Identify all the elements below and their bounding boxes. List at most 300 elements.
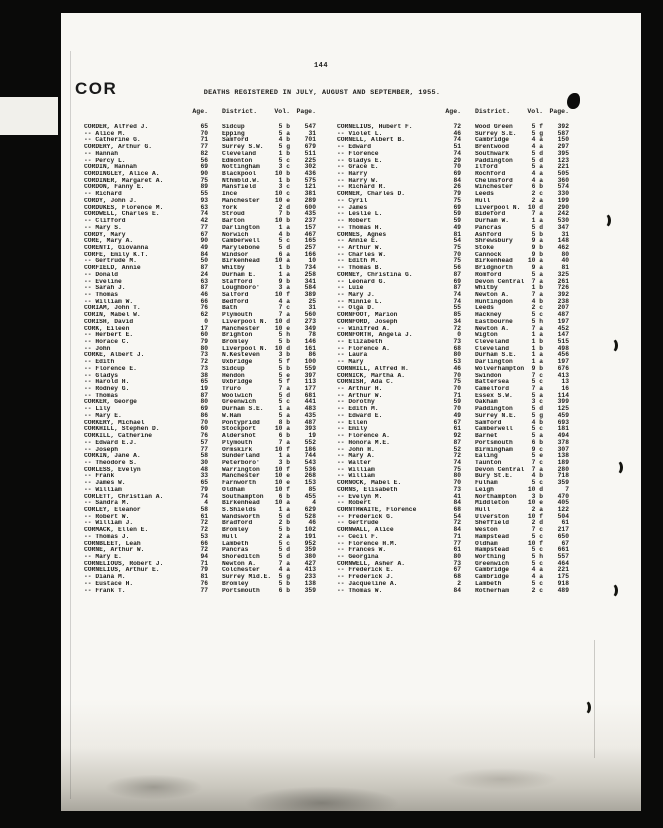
entry-district: Hackney xyxy=(475,312,502,319)
entry-page: 413 xyxy=(304,566,316,574)
entry-district: Stoke xyxy=(475,244,494,251)
entry-age: 74 xyxy=(453,290,461,298)
entry-district: Wood Green xyxy=(475,124,513,130)
entry-name: CORDUKES, Florence M. xyxy=(84,204,164,211)
entry-name: -- Edith xyxy=(84,359,115,366)
entry-age: 72 xyxy=(200,546,208,554)
entry-vol: 5 a xyxy=(278,129,290,137)
entry-page: 530 xyxy=(557,217,569,225)
entry-age: 29 xyxy=(453,156,461,164)
entry-page: 330 xyxy=(557,190,569,198)
entry-district: Barton xyxy=(222,218,245,225)
entry-age: 72 xyxy=(200,358,208,366)
entry-district: Liverpool N. xyxy=(475,204,521,211)
entry-vol: 7 b xyxy=(278,210,290,218)
entry-district: Sunderland xyxy=(222,453,260,460)
entry-vol: 5 b xyxy=(278,123,290,130)
entry-district: Plymouth xyxy=(222,312,253,319)
entry-age: 26 xyxy=(453,183,461,191)
entry-age: 65 xyxy=(200,479,208,487)
entry-age: 75 xyxy=(453,243,461,251)
entry-district: Truro xyxy=(222,386,241,393)
entry-vol: 2 d xyxy=(531,519,543,527)
entry-vol: 4 b xyxy=(531,297,543,305)
entry-page: 701 xyxy=(304,136,316,144)
register-column-left xyxy=(84,124,316,594)
entry-district: Cleveland xyxy=(475,345,510,352)
entry-vol: 7 a xyxy=(278,559,290,567)
entry-age: 71 xyxy=(453,391,461,399)
entry-age: 74 xyxy=(200,210,208,218)
entry-name: -- Harry W. xyxy=(337,177,379,184)
entry-age: 75 xyxy=(453,257,461,265)
entry-page: 359 xyxy=(304,586,316,594)
entry-name: -- Sandra M. xyxy=(84,500,130,507)
entry-vol: 10 e xyxy=(274,196,290,204)
entry-page: 138 xyxy=(557,452,569,460)
entry-page: 341 xyxy=(304,277,316,285)
entry-page: 102 xyxy=(304,526,316,534)
entry-name: CORNELL, Albert B. xyxy=(337,137,406,144)
entry-name: -- William J. xyxy=(84,520,134,527)
entry-district: Edmonton xyxy=(222,157,253,164)
entry-name: -- Thomas xyxy=(84,291,119,298)
entry-name: -- Florence A. xyxy=(337,433,390,440)
entry-name: CORNICK, Martha A. xyxy=(337,372,406,379)
entry-name: -- Richard R. xyxy=(337,184,387,191)
entry-page: 650 xyxy=(557,532,569,540)
entry-age: 70 xyxy=(453,163,461,171)
entry-vol: 5 a xyxy=(278,411,290,419)
entry-age: 82 xyxy=(200,149,208,157)
entry-name: CORIAM, John T. xyxy=(84,305,141,312)
entry-district: Cambridge xyxy=(475,574,510,581)
entry-age: 51 xyxy=(453,143,461,151)
entry-district: Plymouth xyxy=(222,439,253,446)
entry-district: Manchester xyxy=(222,197,260,204)
entry-age: 0 xyxy=(204,317,208,325)
entry-page: 543 xyxy=(304,458,316,466)
entry-page: 225 xyxy=(304,156,316,164)
entry-vol: 4 a xyxy=(531,143,543,151)
entry-name: CORMACK, Ellen E. xyxy=(84,527,149,534)
entry-age: 70 xyxy=(453,479,461,487)
entry-district: Samford xyxy=(475,419,502,426)
entry-page: 693 xyxy=(557,418,569,426)
entry-district: Bromley xyxy=(222,339,249,345)
entry-name: -- Edward E. xyxy=(337,412,383,419)
entry-district: Lambeth xyxy=(475,580,502,587)
entry-vol: 9 a xyxy=(531,237,543,245)
entry-page: 734 xyxy=(304,264,316,272)
entry-age: 79 xyxy=(200,485,208,493)
entry-page: 456 xyxy=(557,351,569,359)
entry-vol: 1 a xyxy=(278,452,290,460)
entry-page: 464 xyxy=(557,559,569,567)
entry-page: 389 xyxy=(304,290,316,298)
entry-page: 536 xyxy=(304,465,316,473)
entry-name: -- Winifred A. xyxy=(337,325,390,332)
entry-district: Birkenhead xyxy=(222,500,260,507)
entry-page: 718 xyxy=(557,472,569,480)
entry-district: Southampton xyxy=(222,493,264,500)
entry-vol: 1 b xyxy=(531,284,543,292)
entry-district: Aldershot xyxy=(222,433,257,440)
entry-vol: 10 c xyxy=(274,190,290,198)
entry-vol: 7 a xyxy=(531,385,543,393)
entry-vol: 10 f xyxy=(527,512,543,520)
entry-district: Northampton xyxy=(475,493,517,500)
register-entry-row xyxy=(84,588,316,595)
entry-age: 67 xyxy=(453,418,461,426)
entry-vol: 5 d xyxy=(531,223,543,231)
entry-age: 38 xyxy=(200,371,208,379)
entry-name: -- Emily xyxy=(337,426,368,433)
entry-page: 199 xyxy=(557,196,569,204)
entry-age: 90 xyxy=(200,237,208,245)
entry-vol: 1 a xyxy=(278,405,290,413)
entry-name: -- Donald xyxy=(84,271,119,278)
entry-name: CORKE, Albert J. xyxy=(84,352,145,359)
entry-name: -- Edith M. xyxy=(337,406,379,413)
entry-page: 207 xyxy=(557,304,569,312)
entry-name: -- James W. xyxy=(84,480,126,487)
entry-vol: 7 a xyxy=(531,324,543,332)
entry-name: -- Florence H.M. xyxy=(337,540,398,547)
film-crescent-mark xyxy=(611,460,623,475)
entry-page: 557 xyxy=(557,553,569,560)
entry-district: Leeds xyxy=(475,305,494,312)
entry-page: 175 xyxy=(557,573,569,581)
entry-name: CORDWELL, Charles E. xyxy=(84,211,160,218)
entry-age: 72 xyxy=(453,452,461,460)
entry-age: 65 xyxy=(200,123,208,130)
entry-name: -- Robert xyxy=(337,218,372,225)
entry-age: 80 xyxy=(453,351,461,359)
entry-district: Durham S.E. xyxy=(222,406,264,413)
entry-name: CORNFORD, Joseph xyxy=(337,318,398,325)
entry-district: Liverpool N. xyxy=(222,318,268,325)
entry-age: 62 xyxy=(200,311,208,319)
entry-vol: 5 d xyxy=(278,243,290,251)
entry-district: Devon Central xyxy=(475,278,525,285)
entry-vol: 2 a xyxy=(278,532,290,540)
entry-page: 559 xyxy=(304,364,316,372)
entry-name: -- Robert xyxy=(337,500,372,507)
entry-vol: 1 a xyxy=(531,331,543,339)
entry-vol: 5 b xyxy=(531,230,543,238)
entry-page: 280 xyxy=(557,465,569,473)
entry-page: 31 xyxy=(561,230,569,238)
entry-page: 153 xyxy=(304,479,316,487)
entry-vol: 4 a xyxy=(278,297,290,305)
entry-vol: 1 b xyxy=(531,344,543,352)
entry-page: 952 xyxy=(304,539,316,547)
entry-page: 359 xyxy=(557,479,569,487)
entry-age: 75 xyxy=(200,176,208,184)
entry-name: -- Thomas W. xyxy=(337,587,383,594)
entry-age: 67 xyxy=(200,230,208,238)
entry-page: 233 xyxy=(304,573,316,581)
entry-name: -- Cyril xyxy=(337,197,368,204)
entry-vol: 5 c xyxy=(278,539,290,547)
column-header-vol: Vol. xyxy=(527,108,543,115)
entry-page: 459 xyxy=(557,411,569,419)
entry-vol: 7 c xyxy=(531,526,543,534)
entry-district: Oldham xyxy=(475,540,498,547)
entry-name: CORNOCK, Mabel E. xyxy=(337,480,402,487)
entry-page: 268 xyxy=(304,472,316,480)
entry-page: 181 xyxy=(557,425,569,433)
entry-district: Nottingham xyxy=(222,164,260,171)
entry-name: -- Richard xyxy=(84,191,122,198)
entry-age: 54 xyxy=(453,237,461,245)
entry-name: -- Laura xyxy=(337,352,368,359)
entry-page: 25 xyxy=(308,297,316,305)
film-crescent-mark xyxy=(599,213,611,228)
entry-name: -- Thomas xyxy=(84,392,119,399)
entry-age: 73 xyxy=(453,559,461,567)
entry-district: Durham S.E. xyxy=(475,352,517,359)
entry-name: -- Eustace H. xyxy=(84,580,134,587)
entry-vol: 7 a xyxy=(531,210,543,218)
entry-name: -- Clifford xyxy=(84,218,126,225)
entry-vol: 5 c xyxy=(278,156,290,164)
entry-vol: 5 a xyxy=(531,432,543,440)
entry-name: -- Arthur W. xyxy=(337,244,383,251)
entry-page: 462 xyxy=(557,243,569,251)
entry-vol: 3 b xyxy=(531,492,543,500)
entry-age: 72 xyxy=(453,519,461,527)
entry-age: 63 xyxy=(200,277,208,285)
entry-age: 53 xyxy=(453,358,461,366)
entry-age: 76 xyxy=(200,432,208,440)
entry-page: 436 xyxy=(304,170,316,178)
entry-name: -- Dorothy xyxy=(337,399,375,406)
folio-number: 144 xyxy=(313,62,329,70)
entry-page: 166 xyxy=(304,250,316,258)
entry-age: 56 xyxy=(453,264,461,272)
entry-vol: 10 d xyxy=(527,203,543,211)
entry-name: -- Olga D. xyxy=(337,305,375,312)
entry-page: 31 xyxy=(308,304,316,312)
entry-name: -- John xyxy=(84,345,111,352)
entry-vol: 6 b xyxy=(531,183,543,191)
entry-age: 17 xyxy=(200,324,208,332)
entry-district: Weston xyxy=(475,527,498,534)
entry-vol: 10 a xyxy=(274,257,290,265)
entry-age: 84 xyxy=(453,586,461,594)
entry-page: 392 xyxy=(557,290,569,298)
entry-name: -- Frank T. xyxy=(84,587,126,594)
entry-vol: 4 b xyxy=(278,136,290,144)
entry-page: 483 xyxy=(304,405,316,413)
entry-page: 81 xyxy=(561,264,569,272)
entry-name: -- Catherine G. xyxy=(84,137,141,144)
entry-name: CORDERY, Arthur G. xyxy=(84,144,153,151)
entry-district: Romford xyxy=(475,271,502,278)
entry-vol: 9 c xyxy=(531,445,543,453)
entry-page: 19 xyxy=(308,432,316,440)
entry-district: Bridgnorth xyxy=(475,265,513,272)
entry-page: 744 xyxy=(304,452,316,460)
entry-name: -- Evelyn M. xyxy=(337,493,383,500)
entry-vol: 4 b xyxy=(278,230,290,238)
entry-vol: 3 c xyxy=(531,398,543,406)
column-headers-left xyxy=(84,108,316,115)
entry-vol: 10 d xyxy=(274,317,290,325)
entry-age: 42 xyxy=(200,217,208,225)
entry-age: 76 xyxy=(200,304,208,312)
entry-district: Manchester xyxy=(222,325,260,332)
entry-vol: 5 f xyxy=(278,358,290,366)
entry-vol: 5 d xyxy=(278,546,290,554)
entry-vol: 9 b xyxy=(531,364,543,372)
column-header-vol: Vol. xyxy=(274,108,290,115)
entry-vol: 5 b xyxy=(278,579,290,587)
entry-age: 81 xyxy=(200,573,208,581)
entry-name: CORKILL, Catherine xyxy=(84,433,153,440)
entry-vol: 1 a xyxy=(531,217,543,225)
entry-page: 122 xyxy=(557,505,569,513)
entry-district: Ealing xyxy=(475,453,498,460)
entry-page: 552 xyxy=(304,438,316,446)
entry-name: -- Florence E. xyxy=(84,365,137,372)
entry-vol: 7 a xyxy=(531,465,543,473)
entry-page: 399 xyxy=(557,398,569,406)
column-header-page: Page. xyxy=(296,108,316,115)
entry-vol: 2 c xyxy=(531,190,543,198)
entry-vol: 5 d xyxy=(531,156,543,164)
entry-age: 68 xyxy=(453,505,461,513)
entry-district: W.Ham xyxy=(222,412,241,419)
entry-vol: 1 b xyxy=(278,149,290,157)
entry-district: Hampstead xyxy=(475,533,510,540)
entry-age: 72 xyxy=(453,324,461,332)
entry-vol: 5 c xyxy=(531,532,543,540)
entry-vol: 5 a xyxy=(531,163,543,171)
entry-name: -- Edward E.J. xyxy=(84,439,137,446)
entry-vol: 5 f xyxy=(278,378,290,386)
entry-district: Camberwell xyxy=(475,426,513,433)
entry-vol: 10 f xyxy=(274,485,290,493)
entry-district: Shoreditch xyxy=(222,554,260,560)
entry-district: Huntingdon xyxy=(475,298,513,305)
entry-vol: 1 a xyxy=(531,351,543,359)
entry-age: 46 xyxy=(453,364,461,372)
entry-page: 221 xyxy=(557,566,569,574)
entry-age: 71 xyxy=(200,136,208,144)
entry-vol: 7 a xyxy=(278,311,290,319)
entry-vol: 7 a xyxy=(278,385,290,393)
entry-name: -- Ellen xyxy=(337,419,368,426)
entry-vol: 6 a xyxy=(278,250,290,258)
entry-vol: 5 c xyxy=(278,237,290,245)
entry-vol: 5 c xyxy=(531,559,543,567)
entry-district: Pancras xyxy=(475,224,502,231)
entry-district: Bromley xyxy=(222,580,249,587)
entry-district: Taunton xyxy=(475,459,502,466)
entry-district: Hull xyxy=(475,506,491,513)
entry-age: 72 xyxy=(200,519,208,527)
entry-age: 2 xyxy=(457,579,461,587)
entry-name: CORKER, George xyxy=(84,399,137,406)
entry-district: Hull xyxy=(475,197,491,204)
entry-age: 73 xyxy=(453,338,461,345)
entry-vol: 7 c xyxy=(278,304,290,312)
entry-name: -- Herbert E. xyxy=(84,332,134,339)
entry-age: 84 xyxy=(200,250,208,258)
entry-name: CORNELIUS, Arthur E. xyxy=(84,567,160,574)
entry-vol: 10 f xyxy=(274,290,290,298)
entry-name: CORNE, Arthur W. xyxy=(84,547,145,554)
entry-vol: 8 b xyxy=(278,418,290,426)
entry-age: 75 xyxy=(453,465,461,473)
entry-page: 197 xyxy=(557,317,569,325)
entry-name: -- Lily xyxy=(84,406,111,413)
entry-district: Bedford xyxy=(222,298,249,305)
entry-district: Winchester xyxy=(475,184,513,191)
entry-page: 258 xyxy=(304,270,316,278)
entry-age: 4 xyxy=(204,499,208,507)
entry-name: -- Frederick J. xyxy=(337,574,394,581)
entry-page: 257 xyxy=(304,243,316,251)
entry-district: Surrey S.E. xyxy=(475,130,517,137)
entry-name: -- Mary E. xyxy=(84,554,122,560)
entry-page: 177 xyxy=(304,385,316,393)
entry-vol: 10 e xyxy=(274,479,290,487)
entry-age: 74 xyxy=(453,149,461,157)
entry-district: Bradford xyxy=(222,520,253,527)
entry-name: -- Harry xyxy=(337,171,368,178)
entry-district: Greenwich xyxy=(475,560,510,567)
entry-district: York xyxy=(222,204,238,211)
entry-district: Newton A. xyxy=(475,325,510,332)
entry-vol: 5 g xyxy=(531,129,543,137)
entry-page: 587 xyxy=(557,129,569,137)
entry-age: 68 xyxy=(453,344,461,352)
entry-name: -- Harold H. xyxy=(84,379,130,386)
entry-age: 50 xyxy=(200,257,208,265)
entry-district: Oldham xyxy=(222,486,245,493)
entry-district: Hampstead xyxy=(475,547,510,554)
entry-name: -- Frederick E. xyxy=(337,567,394,574)
scanned-register-page xyxy=(61,13,641,811)
entry-age: 49 xyxy=(200,243,208,251)
entry-name: -- Gladys xyxy=(84,372,119,379)
entry-name: -- Annie E. xyxy=(337,238,379,245)
entry-district: Portsmouth xyxy=(475,439,513,446)
entry-district: Cambridge xyxy=(475,567,510,574)
entry-district: Bideford xyxy=(475,211,506,218)
entry-name: -- Georgina xyxy=(337,554,379,560)
entry-vol: 5 b xyxy=(278,526,290,534)
entry-page: 600 xyxy=(304,203,316,211)
entry-district: Samford xyxy=(222,137,249,144)
entry-page: 435 xyxy=(304,411,316,419)
entry-page: 46 xyxy=(308,519,316,527)
entry-district: Sidcup xyxy=(222,365,245,372)
entry-vol: 10 e xyxy=(274,472,290,480)
entry-age: 58 xyxy=(200,505,208,513)
entry-age: 86 xyxy=(200,411,208,419)
entry-vol: 5 g xyxy=(278,573,290,581)
entry-page: 147 xyxy=(557,331,569,339)
entry-name: -- Eveline xyxy=(84,278,122,285)
entry-age: 84 xyxy=(453,526,461,534)
entry-district: Bromley xyxy=(222,527,249,534)
entry-page: 197 xyxy=(557,358,569,366)
